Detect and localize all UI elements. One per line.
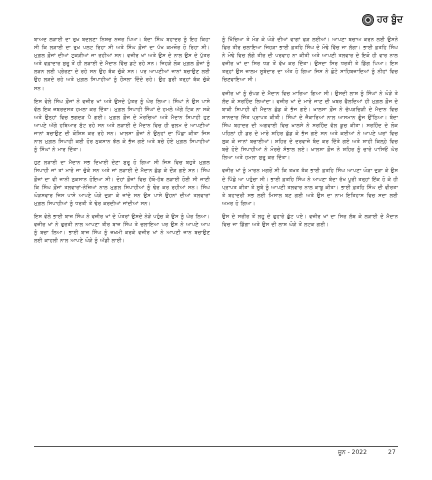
paragraph: ਵਜ਼ੀਰ ਖਾਂ ਨੂੰ ਚੱਪੜ ਦੇ ਮੈਦਾਨ ਵਿਚ ਮਾਰਿਆ ਗਿਆ ਸੀ। ਉਸਦੀ ਲਾਸ਼ ਨੂੰ ਸਿੰਘਾਂ ਨੇ ਘੋੜੇ ਤੇ ਲੱਦ ਕੇ ਸਰਹਿੰਦ ਲਿਆਂਦਾ। ਵਜ਼ੀਰ ਖਾਂ ਦੇ ਮਾਰੇ ਜਾਣ ਦੀ ਖ਼ਬਰ ਫੈਲਦਿਆਂ ਹੀ ਮੁਗ਼ਲ ਫ਼ੌਜ ਦੇ ਬਾਕੀ ਸਿਪਾਹੀ ਵੀ ਮੈਦਾਨ ਛੱਡ ਕੇ ਭੱਜ ਗਏ। ਖ਼ਾਲਸਾ ਫ਼ੌਜ ਨੇ ਚੱਪੜਚਿੜੀ ਦੇ ਮੈਦਾਨ ਵਿਚ ਸ਼ਾਨਦਾਰ ਜਿੱਤ ਪ੍ਰਾਪਤ ਕੀਤੀ। ਸਿੰਘਾਂ ਦੇ ਜੈਕਾਰਿਆਂ ਨਾਲ ਆਸਮਾਨ ਗੂੰਜ ਉੱਠਿਆ। ਬੰਦਾ ਸਿੰਘ ਬਹਾਦਰ ਦੀ ਅਗਵਾਈ ਵਿਚ ਖ਼ਾਲਸੇ ਨੇ ਸਰਹਿੰਦ ਵੱਲ ਕੂਚ ਕੀਤਾ। ਸਰਹਿੰਦ ਦੇ ਲੋਕ ਪਹਿਲਾਂ ਹੀ ਡਰ ਦੇ ਮਾਰੇ ਸ਼ਹਿਰ ਛੱਡ ਕੇ ਭੱਜ ਗਏ ਸਨ ਅਤੇ ਕਈਆਂ ਨੇ ਆਪਣੇ ਘਰਾਂ ਵਿਚ ਲੁਕ ਕੇ ਜਾਨਾਂ ਬਚਾਈਆਂ। ਸ਼ਹਿਰ ਦੇ ਦਰਵਾਜ਼ੇ ਬੰਦ ਕਰ ਦਿੱਤੇ ਗਏ ਅਤੇ ਸ਼ਾਹੀ ਕਿਲ੍ਹੇ ਵਿਚ ਬਚੇ ਹੋਏ ਸਿਪਾਹੀਆਂ ਨੇ ਮੋਰਚੇ ਸੰਭਾਲ ਲਏ। ਖ਼ਾਲਸਾ ਫ਼ੌਜ ਨੇ ਸ਼ਹਿਰ ਨੂੰ ਚਾਰੇ ਪਾਸਿਓਂ ਘੇਰ ਲਿਆ ਅਤੇ ਹਮਲਾ ਸ਼ੁਰੂ ਕਰ ਦਿੱਤਾ। <box>222 90 398 162</box>
right-column <box>222 36 398 234</box>
magazine-title: ਹਰ ਬੂੰਦ <box>377 15 403 25</box>
footer-divider <box>34 446 398 447</box>
page-number: 27 <box>388 449 396 456</box>
paragraph: ਇਸ ਵੇਲੇ ਭਾਈ ਬਾਜ਼ ਸਿੰਘ ਨੇ ਵਜ਼ੀਰ ਖਾਂ ਦੇ ਪੋਤਰਾਂ ਉਸਦੇ ਨੇੜੇ ਪਹੁੰਚ ਕੇ ਉਸ ਨੂੰ ਘੇਰ ਲਿਆ। ਵਜ਼ੀਰ ਖਾਂ ਨੇ ਫੁਰਤੀ ਨਾਲ ਆਪਣਾ ਤੀਰ ਬਾਜ਼ ਸਿੰਘ ਤੇ ਚਲਾਇਆ ਪਰ ਉਸ ਨੇ ਆਪਣੇ ਆਪ ਨੂੰ ਬਚਾ ਲਿਆ। ਭਾਈ ਬਾਜ਼ ਸਿੰਘ ਨੂੰ ਜ਼ਖ਼ਮੀ ਕਰਕੇ ਵਜ਼ੀਰ ਖਾਂ ਨੇ ਆਪਣੀ ਜਾਨ ਬਚਾਉਣ ਲਈ ਕਾਹਲੀ ਨਾਲ ਆਪਣੇ ਘੋੜੇ ਨੂੰ ਅੱਡੀ ਲਾਈ। <box>34 213 210 245</box>
left-column <box>34 36 210 250</box>
flower-emblem-icon <box>362 14 374 26</box>
paragraph: ਨੂੰ ਖਿੱਚਿਆ ਤੇ ਮੋੜ ਕੇ ਘੋੜੇ ਦੀਆਂ ਵਾਗਾਂ ਫੜ ਲਈਆਂ। ਆਪਣਾ ਬਚਾਅ ਕਰਨ ਲਈ ਉਸਨੇ ਫਿਰ ਤੀਰ ਚਲਾਇਆ ਜਿਹੜਾ ਭਾਈ ਫ਼ਤਹਿ ਸਿੰਘ ਦੇ ਮੋਢੇ ਵਿੱਚ ਜਾ ਲੱਗਾ। ਭਾਈ ਫ਼ਤਹਿ ਸਿੰਘ ਨੇ ਮੋਢੇ ਵਿਚ ਲੱਗੇ ਤੀਰ ਦੀ ਪਰਵਾਹ ਨਾ ਕੀਤੀ ਅਤੇ ਆਪਣੀ ਤਲਵਾਰ ਦੇ ਇਕੋ ਹੀ ਵਾਰ ਨਾਲ ਵਜ਼ੀਰ ਖਾਂ ਦਾ ਸਿਰ ਧੜ ਤੋਂ ਵੱਖ ਕਰ ਦਿੱਤਾ। ਉਸਦਾ ਸਿਰ ਧਰਤੀ ਤੇ ਡਿੱਗ ਪਿਆ। ਇਸ ਤਰ੍ਹਾਂ ਉਸ ਜ਼ਾਲਮ ਸੂਬੇਦਾਰ ਦਾ ਅੰਤ ਹੋ ਗਿਆ ਜਿਸ ਨੇ ਛੋਟੇ ਸਾਹਿਬਜ਼ਾਦਿਆਂ ਨੂੰ ਨੀਹਾਂ ਵਿਚ ਚਿਣਵਾਇਆ ਸੀ। <box>222 37 398 84</box>
issue-date: ਜੂਨ - 2022 <box>338 449 367 456</box>
paragraph: ਉਸ ਦੇ ਸਰੀਰ ਤੋਂ ਲਹੂ ਦੇ ਫੁਹਾਰੇ ਛੁੱਟ ਪਏ। ਵਜ਼ੀਰ ਖਾਂ ਦਾ ਸਿਰ ਲੱਥ ਕੇ ਲੜਾਈ ਦੇ ਮੈਦਾਨ ਵਿਚ ਜਾ ਡਿੱਗਾ ਅਤੇ ਉਸ ਦੀ ਲਾਸ਼ ਘੋੜੇ ਤੋਂ ਲਟਕ ਗਈ। <box>222 213 398 228</box>
magazine-masthead <box>362 14 403 26</box>
paragraph: ਹੁਣ ਲੜਾਈ ਦਾ ਮੈਦਾਨ ਸਭ ਦਿਖਾਈ ਦੇਣਾ ਸ਼ੁਰੂ ਹੋ ਗਿਆ ਸੀ ਜਿਸ ਵਿਚ ਬਹੁਤੇ ਮੁਗ਼ਲ ਸਿਪਾਹੀ ਜਾਂ ਤਾਂ ਮਾਰੇ ਜਾ ਚੁੱਕੇ ਸਨ ਅਤੇ ਜਾਂ ਲੜਾਈ ਦੇ ਮੈਦਾਨ ਛੱਡ ਕੇ ਦੌੜ ਗਏ ਸਨ। ਸਿੰਘ ਫ਼ੌਜਾਂ ਦਾ ਵੀ ਜਾਨੀ ਨੁਕਸਾਨ ਹੋਇਆ ਸੀ। ਦੋਹਾਂ ਫ਼ੌਜਾਂ ਵਿਚ ਹੱਥੋ-ਹੱਥ ਲੜਾਈ ਹੋਈ ਸੀ ਜਾਣੀ ਕਿ ਸਿੰਘ ਫ਼ੌਜਾਂ ਤਲਵਾਰਾਂ-ਨੇਜ਼ਿਆਂ ਨਾਲ ਮੁਗ਼ਲ ਸਿਪਾਹੀਆਂ ਨੂੰ ਢੇਰ ਕਰ ਰਹੀਆਂ ਸਨ। ਸਿੰਘ ਘੋੜਸਵਾਰ ਜਿਸ ਪਾਸੇ ਆਪਣੇ ਘੋੜੇ ਦੁੜਾ ਕੇ ਜਾਂਦੇ ਸਨ ਉਸ ਪਾਸੇ ਉਹਨਾਂ ਦੀਆਂ ਤਲਵਾਰਾਂ ਮੁਗ਼ਲ ਸਿਪਾਹੀਆਂ ਨੂੰ ਧਰਤੀ ਤੇ ਢੇਰ ਕਰਦੀਆਂ ਜਾਂਦੀਆਂ ਸਨ। <box>34 160 210 207</box>
paragraph: ਬਾਅਦ ਲੜਾਈ ਦਾ ਰੁਖ਼ ਬਦਲਣਾ ਨਿਸ਼ਚ ਨਜ਼ਰ ਪਿਆ। ਬੰਦਾ ਸਿੰਘ ਬਹਾਦਰ ਨੂੰ ਇਹ ਕਿਹਾ ਸੀ ਕਿ ਲੜਾਈ ਦਾ ਰੁਖ਼ ਪਲਟ ਰਿਹਾ ਸੀ ਅਤੇ ਸਿੰਘ ਫ਼ੌਜਾਂ ਦਾ ਪੱਖ ਕਮਜ਼ੋਰ ਹੋ ਰਿਹਾ ਸੀ। ਮੁਗ਼ਲ ਫ਼ੌਜਾਂ ਦੀਆਂ ਟੁਕੜੀਆਂ ਜਾ ਰਹੀਆਂ ਸਨ। ਵਜ਼ੀਰ ਖਾਂ ਅਤੇ ਉਸ ਦੇ ਨਾਲ ਉਸ ਦੇ ਪੁੱਤਰ ਅਤੇ ਵਫ਼ਾਦਾਰ ਸ਼ੁਰੂ ਤੋਂ ਹੀ ਲੜਾਈ ਦੇ ਮੈਦਾਨ ਵਿੱਚ ਡਟੇ ਰਹੇ ਸਨ। ਜਿਹੜੇ ਲੋਕ ਮੁਗ਼ਲ ਫ਼ੌਜਾਂ ਨੂੰ ਲੜਨ ਲਈ ਪ੍ਰੇਰਣਾ ਦੇ ਰਹੇ ਸਨ ਉਹ ਥੱਕ ਚੁੱਕੇ ਸਨ। ਪਰ ਆਪਣੀਆਂ ਜਾਨਾਂ ਬਚਾਉਣ ਲਈ ਉਹ ਲੜਦੇ ਰਹੇ ਅਤੇ ਮੁਗ਼ਲ ਸਿਪਾਹੀਆਂ ਨੂੰ ਹੌਸਲਾ ਦਿੰਦੇ ਰਹੇ। ਉਹ ਬੁਰੀ ਤਰ੍ਹਾਂ ਥੱਕ ਚੁੱਕੇ ਸਨ। <box>34 37 210 92</box>
paragraph: ਵਜ਼ੀਰ ਖਾਂ ਨੂੰ ਮਾਰਨ ਮਗਰੋਂ ਸੀ ਕਿ ਤਖ਼ਤ ਤੱਕ ਭਾਈ ਫ਼ਤਹਿ ਸਿੰਘ ਆਪਣਾ ਘੋੜਾ ਦੁੜਾ ਕੇ ਉਸ ਦੇ ਪਿੱਛੇ ਆ ਪਹੁੰਚਾ ਸੀ। ਭਾਈ ਫ਼ਤਹਿ ਸਿੰਘ ਨੇ ਆਪਣਾ ਬੰਦਾ ਰੱਖ ਪੂਰੀ ਤਰ੍ਹਾਂ ਇੱਕ ਹੋ ਕੇ ਹੀ ਪ੍ਰਾਪਤ ਕੀਤਾ ਤੇ ਸੂਬੇ ਨੂੰ ਆਪਣੀ ਤਲਵਾਰ ਨਾਲ ਕਾਬੂ ਕੀਤਾ। ਭਾਈ ਫ਼ਤਹਿ ਸਿੰਘ ਦੀ ਵੀਰਤਾ ਤੇ ਬਹਾਦਰੀ ਸਭ ਲਈ ਮਿਸਾਲ ਬਣ ਗਈ ਅਤੇ ਉਸ ਦਾ ਨਾਮ ਇਤਿਹਾਸ ਵਿਚ ਸਦਾ ਲਈ ਅਮਰ ਹੋ ਗਿਆ। <box>222 168 398 207</box>
paragraph: ਇਸ ਵੇਲੇ ਸਿੰਘ ਫ਼ੌਜਾਂ ਨੇ ਵਜ਼ੀਰ ਖਾਂ ਅਤੇ ਉਸਦੇ ਪੁੱਤਰ ਨੂੰ ਘੇਰ ਲਿਆ। ਸਿੰਘਾਂ ਨੇ ਉਸ ਪਾਸੇ ਵੱਲ ਇਕ ਜ਼ਬਰਦਸਤ ਹਮਲਾ ਕਰ ਦਿੱਤਾ। ਮੁਗ਼ਲ ਸਿਪਾਹੀ ਸਿੰਘਾਂ ਦੇ ਹਮਲੇ ਅੱਗੇ ਟਿਕ ਨਾ ਸਕੇ ਅਤੇ ਉਨ੍ਹਾਂ ਵਿਚ ਭਗਦੜ ਪੈ ਗਈ। ਮੁਗ਼ਲ ਫ਼ੌਜ ਦੇ ਮੋਰਚਿਆਂ ਅਤੇ ਮੈਦਾਨ ਸਿਪਾਹੀ ਹੁਣ ਆਪਣੇ ਅੱਗੇ ਹਥਿਆਰ ਸੁੱਟ ਰਹੇ ਸਨ ਅਤੇ ਲੜਾਈ ਦੇ ਮੈਦਾਨ ਵਿਚ ਹੀ ਜ਼ੁਲਮ ਦੇ ਆਪਣੀਆਂ ਜਾਨਾਂ ਬਚਾਉਣ ਦੀ ਕੋਸ਼ਿਸ਼ ਕਰ ਰਹੇ ਸਨ। ਖ਼ਾਲਸਾ ਫ਼ੌਜਾਂ ਨੇ ਉਨ੍ਹਾਂ ਦਾ ਪਿੱਛਾ ਕੀਤਾ ਜਿਸ ਨਾਲ ਮੁਗ਼ਲ ਸਿਪਾਹੀ ਕਈ ਹੋਰ ਨੁਕਸਾਨ ਝੱਲ ਕੇ ਭੱਜ ਗਏ ਅਤੇ ਬਚੇ ਹੋਏ ਮੁਗ਼ਲ ਸਿਪਾਹੀਆਂ ਨੂੰ ਸਿੰਘਾਂ ਨੇ ਮਾਰ ਦਿੱਤਾ। <box>34 98 210 154</box>
